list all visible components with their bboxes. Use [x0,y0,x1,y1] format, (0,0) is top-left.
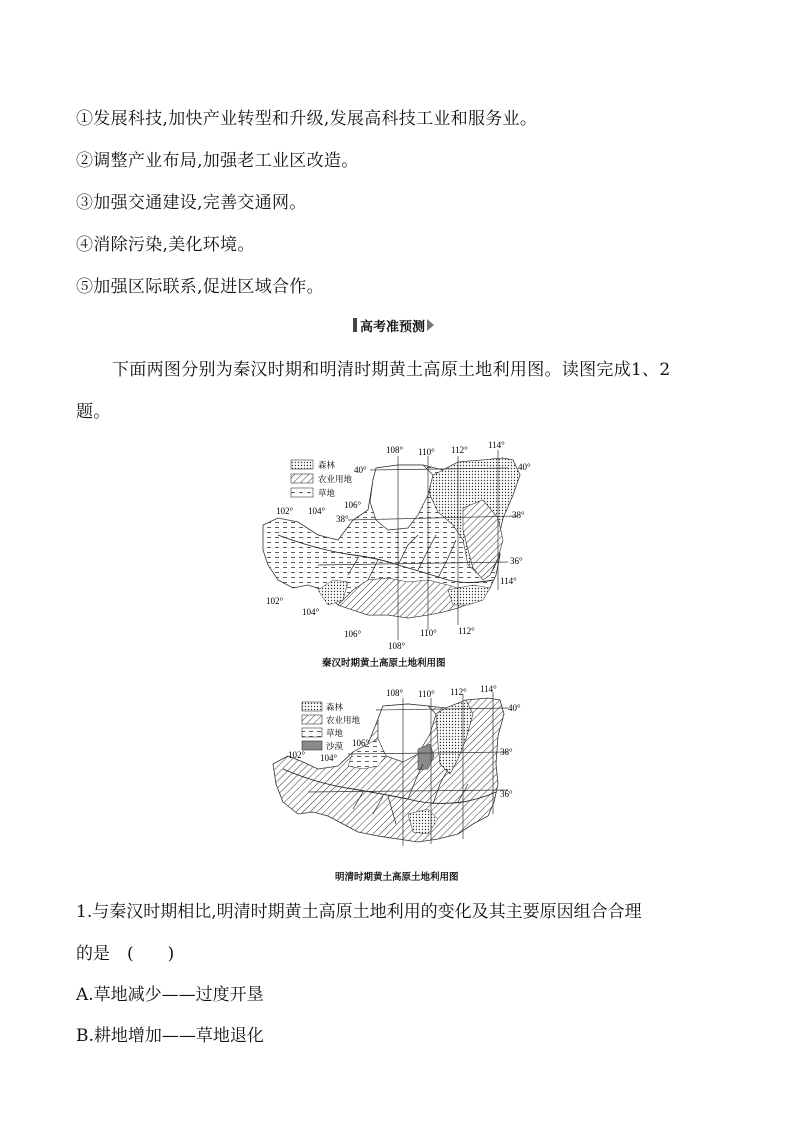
label-lon114-top: 114° [488,440,505,450]
list-item-1: ①发展科技,加快产业转型和升级,发展高科技工业和服务业。 [76,109,538,129]
section-bar-icon [353,318,357,332]
list-item-2: ②调整产业布局,加强老工业区改造。 [76,151,359,171]
label-lon108-top: 108° [386,445,404,455]
option-b[interactable]: B.耕地增加——草地退化 [76,1026,264,1046]
label-lat36-right: 36° [510,556,523,566]
label2-lon110-top: 110° [418,689,435,699]
label-lat40-right: 40° [518,462,531,472]
label-lon110-top: 110° [418,447,435,457]
legend-forest-label: 森林 [318,460,336,470]
label-lon108-bottom: 108° [388,641,406,651]
legend2-farmland-label: 农业用地 [326,715,361,725]
label-lon104-top: 104° [308,506,326,516]
list-item-3: ③加强交通建设,完善交通网。 [76,193,307,213]
label2-lon104-mid: 104° [320,753,338,763]
section-title [353,316,434,334]
option-a[interactable]: A.草地减少——过度开垦 [76,985,264,1005]
label-lon102-bottom: 102° [266,596,284,606]
label2-lon114-top: 114° [480,684,497,694]
label2-lon108-top: 108° [386,688,404,698]
label-lon114-right: 114° [500,576,517,586]
legend-forest-swatch [291,460,313,469]
question-1-line-2: 的是 ( ) [76,944,175,964]
label-lon112-bottom: 112° [458,626,475,636]
legend-grass-swatch [291,488,313,497]
label-lon106-bottom: 106° [344,629,362,639]
map-qinhan [258,440,548,656]
label2-lat36-right: 36° [500,789,513,799]
section-title-text: 高考准预测 [360,319,426,335]
map-mingqing-svg [268,684,540,852]
map-qinhan-svg [258,440,548,652]
legend2-grass-label: 草地 [326,728,344,738]
label2-lon106-mid: 106° [352,738,370,748]
legend2-desert-swatch [302,741,322,750]
label-lon102-top: 102° [276,506,294,516]
label-lon104-bottom: 104° [302,607,320,617]
label-lon112-top: 112° [451,445,468,455]
legend-grass-label: 草地 [318,488,336,498]
label-lat38-left: 38° [336,514,349,524]
label2-lon102-mid: 102° [288,750,306,760]
label2-lat40-right: 40° [508,703,521,713]
label2-lat38-right: 38° [500,747,513,757]
label-lat38-right: 38° [512,510,525,520]
legend-farmland-swatch [291,474,313,483]
list-item-4: ④消除污染,美化环境。 [76,235,255,255]
legend2-desert-label: 沙漠 [326,741,344,751]
label-lon106-mid: 106° [344,500,362,510]
section-arrow-icon [427,319,434,331]
label2-lon112-top: 112° [450,687,467,697]
map-mingqing-caption: 明清时期黄土高原土地利用图 [335,872,459,883]
list-item-5: ⑤加强区际联系,促进区域合作。 [76,277,324,297]
legend-farmland-label: 农业用地 [318,474,353,484]
intro-line-2: 题。 [76,402,111,422]
intro-text-1: 下面两图分别为秦汉时期和明清时期黄土高原土地利用图。读图完成1、2 [112,360,671,380]
map-qinhan-caption: 秦汉时期黄土高原土地利用图 [322,658,446,669]
question-1-line-1: 1.与秦汉时期相比,明清时期黄土高原土地利用的变化及其主要原因组合合理 [76,902,642,922]
label-lat40-left: 40° [354,465,367,475]
map-mingqing [268,684,540,856]
legend2-forest-swatch [302,702,322,711]
legend2-farmland-swatch [302,715,322,724]
legend2-grass-swatch [302,728,322,737]
label-lon110-bottom: 110° [420,628,437,638]
legend2-forest-label: 森林 [326,702,344,712]
intro-line-1 [76,355,671,380]
